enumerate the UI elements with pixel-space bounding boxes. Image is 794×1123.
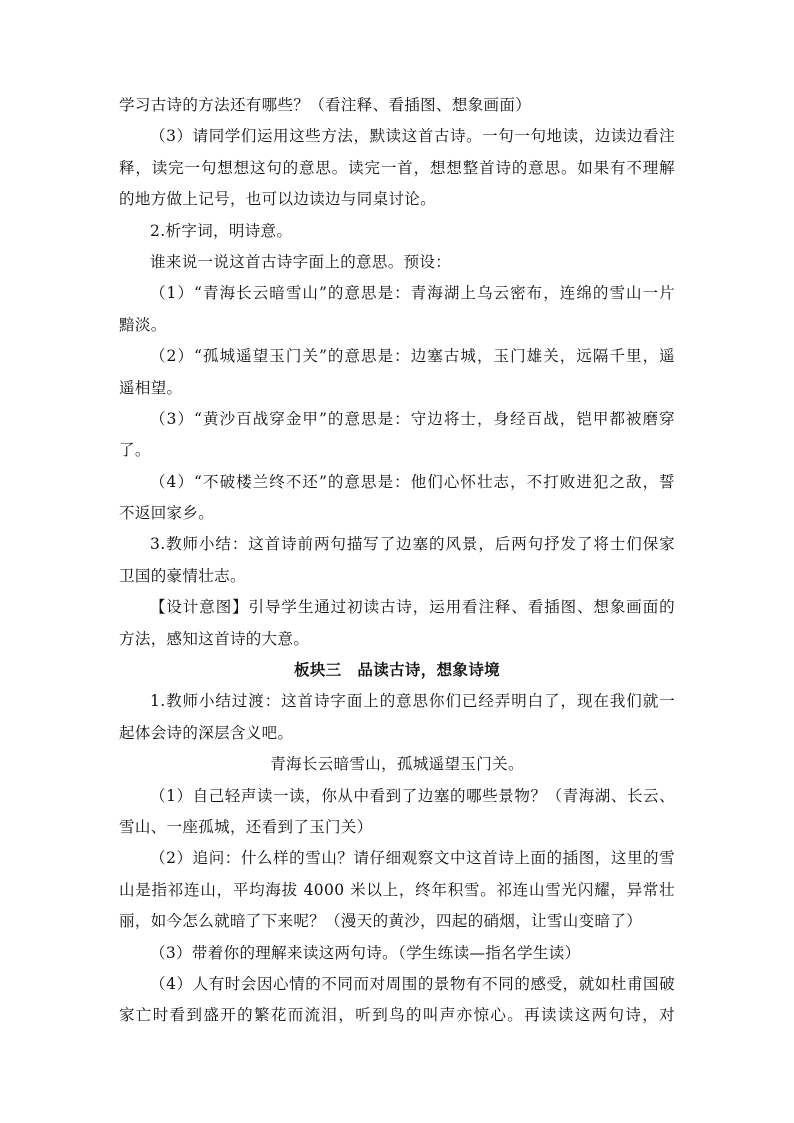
design-intent-line: 方法，感知这首诗的大意。 xyxy=(119,629,310,648)
paragraph-line: 起体会诗的深层含义吧。 xyxy=(119,723,294,742)
paragraph-line: 了。 xyxy=(119,441,151,460)
paragraph-line: （3）带着你的理解来读这两句诗。（学生练读—指名学生读） xyxy=(150,943,581,962)
paragraph-line: 黯淡。 xyxy=(119,315,167,334)
poem-line: 青海长云暗雪山，孤城遥望玉门关。 xyxy=(270,755,524,774)
paragraph-line: 的地方做上记号，也可以边读边与同桌讨论。 xyxy=(119,190,437,209)
design-intent-line: 【设计意图】引导学生通过初读古诗，运用看注释、看插图、想象画面的 xyxy=(150,598,675,617)
paragraph-line: （2）“孤城遥望玉门关”的意思是：边塞古城，玉门雄关，远隔千里，遥 xyxy=(150,347,675,366)
paragraph-line: （4）“不破楼兰终不还”的意思是：他们心怀壮志，不打败进犯之敌，誓 xyxy=(150,472,675,491)
paragraph-line: 1.教师小结过渡：这首诗字面上的意思你们已经弄明白了，现在我们就一 xyxy=(150,692,675,711)
paragraph-line: 学习古诗的方法还有哪些？（看注释、看插图、想象画面） xyxy=(119,96,532,114)
paragraph-line: （1）自己轻声读一读，你从中看到了边塞的哪些景物？（青海湖、长云、 xyxy=(150,786,675,805)
paragraph-line: 不返回家乡。 xyxy=(119,504,215,523)
paragraph-line: 卫国的豪情壮志。 xyxy=(119,566,246,585)
paragraph-line: （3）“黄沙百战穿金甲”的意思是：守边将士，身经百战，铠甲都被磨穿 xyxy=(150,409,675,428)
paragraph-line: 谁来说一说这首古诗字面上的意思。预设： xyxy=(150,252,452,271)
paragraph-line: 山是指祁连山，平均海拔 4000 米以上，终年积雪。祁连山雪光闪耀，异常壮 xyxy=(119,880,675,899)
paragraph-line: （2）追问：什么样的雪山？请仔细观察文中这首诗上面的插图，这里的雪 xyxy=(150,849,675,868)
paragraph-line: （4）人有时会因心情的不同而对周围的景物有不同的感受，就如杜甫国破 xyxy=(150,974,675,993)
paragraph-line: 3.教师小结：这首诗前两句描写了边塞的风景，后两句抒发了将士们保家 xyxy=(150,535,675,554)
paragraph-line: 丽，如今怎么就暗了下来呢？（漫天的黄沙，四起的硝烟，让雪山变暗了） xyxy=(119,912,643,931)
paragraph-line: 雪山、一座孤城，还看到了玉门关） xyxy=(119,817,373,836)
document-page xyxy=(119,90,675,1032)
paragraph-line: （1）“青海长云暗雪山”的意思是：青海湖上乌云密布，连绵的雪山一片 xyxy=(150,284,675,303)
section-title: 板块三 品读古诗，想象诗境 xyxy=(293,661,501,680)
paragraph-line: 释，读完一句想想这句的意思。读完一首，想想整首诗的意思。如果有不理解 xyxy=(119,158,675,177)
paragraph-line: 家亡时看到盛开的繁花而流泪，听到鸟的叫声亦惊心。再读读这两句诗，对 xyxy=(119,1006,675,1025)
paragraph-line: （3）请同学们运用这些方法，默读这首古诗。一句一句地读，边读边看注 xyxy=(150,127,675,146)
paragraph-line: 遥相望。 xyxy=(119,378,183,397)
section-heading: 2.析字词，明诗意。 xyxy=(150,221,293,240)
